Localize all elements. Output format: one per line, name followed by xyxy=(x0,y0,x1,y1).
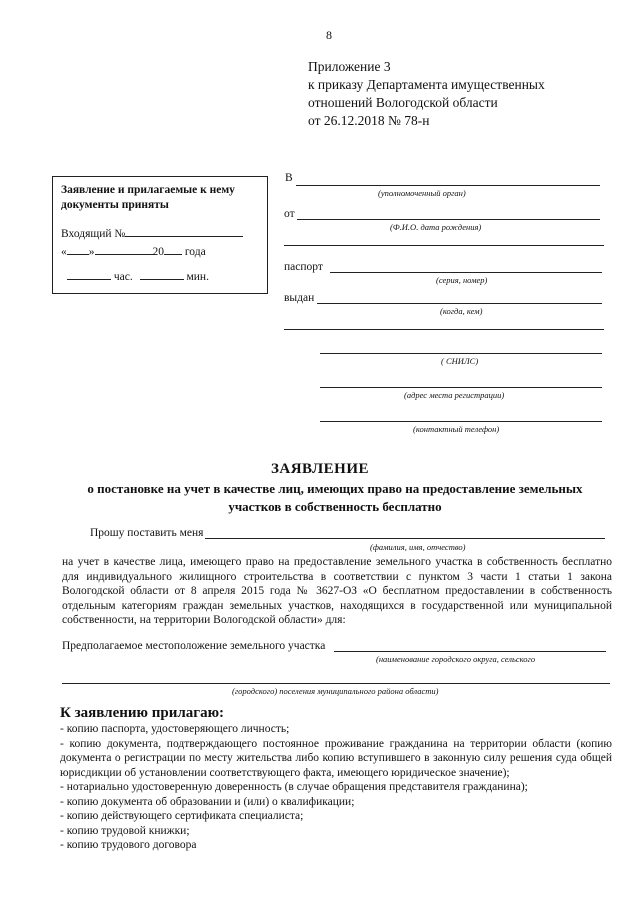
address-hint: (адрес места регистрации) xyxy=(404,390,505,400)
request-label: Прошу поставить меня xyxy=(90,527,204,539)
date-close-quote: » xyxy=(88,246,95,258)
attachment-item: - копию трудовой книжки; xyxy=(60,824,190,837)
snils-hint: ( СНИЛС) xyxy=(441,356,479,366)
time-row xyxy=(61,268,259,283)
applicant-name-hint: (Ф.И.О. дата рождения) xyxy=(390,222,482,232)
passport-label: паспорт xyxy=(284,261,323,273)
appendix-line-1: Приложение 3 xyxy=(308,59,391,74)
phone-field[interactable] xyxy=(320,421,602,422)
document-title: ЗАЯВЛЕНИЕ xyxy=(270,461,370,477)
attachment-item: - копию действующего сертификата специалиста; xyxy=(60,810,304,822)
applicant-name-field[interactable] xyxy=(297,219,600,220)
authority-hint: (уполномоченный орган) xyxy=(378,188,466,198)
hours-label: час. xyxy=(113,271,133,283)
location-hint-1: (наименование городского округа, сельского xyxy=(376,654,536,664)
year-prefix: 20 xyxy=(152,246,164,258)
attachment-item: - копию документа об образовании и (или) о квалификации; xyxy=(60,795,355,808)
minutes-label: мин. xyxy=(186,271,209,283)
issued-field[interactable] xyxy=(317,303,602,304)
document-subtitle: о постановке на учет в качестве лиц, имеющих право на предоставление земельных участков в собственность бесплатно xyxy=(87,481,583,514)
year-suffix: года xyxy=(184,246,206,258)
attachments-list xyxy=(60,722,612,853)
request-body: на учет в качестве лица, имеющего право на предоставление земельного участка в собственность бесплатно для индивидуального жилищного строительства в соответствии с пунктом 3 части 1 статьи 1 закона Вологодской области от 8 апреля 2015 года № 3627-ОЗ «О бесплатном предоставлении в собственность отдельным категориям граждан земельных участков, находящихся в государственной или муниципальной собственности, на территории Вологодской области» для: xyxy=(62,556,612,626)
location-field-2[interactable] xyxy=(62,683,610,684)
stamp-title: Заявление и прилагаемые к нему документы приняты xyxy=(61,184,235,211)
attachments-title: К заявлению прилагаю: xyxy=(60,705,225,721)
day-field[interactable] xyxy=(67,243,89,255)
attachment-item: - копию трудового договора xyxy=(60,839,197,851)
appendix-line-2: к приказу Департамента имущественных xyxy=(308,77,545,92)
location-field[interactable] xyxy=(334,651,606,652)
location-label: Предполагаемое местоположение земельного участка xyxy=(62,640,326,652)
phone-hint: (контактный телефон) xyxy=(413,424,500,434)
to-label: В xyxy=(285,172,293,184)
page-number: 8 xyxy=(326,28,332,42)
attachment-item: - нотариально удостоверенную доверенность (в случае обращения представителя гражданина); xyxy=(60,781,528,793)
date-row xyxy=(61,243,259,258)
passport-field[interactable] xyxy=(330,272,602,273)
hours-field[interactable] xyxy=(67,268,111,280)
month-field[interactable] xyxy=(95,243,153,255)
incoming-label: Входящий № xyxy=(61,228,126,240)
appendix-header xyxy=(308,58,545,130)
minutes-field[interactable] xyxy=(140,268,184,280)
incoming-number-row xyxy=(61,225,259,240)
issued-hint: (когда, кем) xyxy=(440,306,483,316)
applicant-extra-line[interactable] xyxy=(284,245,604,246)
from-label: от xyxy=(284,208,295,220)
authority-field[interactable] xyxy=(296,185,600,186)
full-name-hint: (фамилия, имя, отчество) xyxy=(370,542,466,552)
year-field[interactable] xyxy=(164,243,182,255)
acceptance-stamp-box xyxy=(52,176,268,294)
full-name-field[interactable] xyxy=(205,538,605,539)
attachment-item: - копию документа, подтверждающего постоянное проживание гражданина на территории области (копию документа о регистрации по месту жительства либо копию вступившего в законную силу решения суда общей юрисдикции об установлении соответствующего факта, имеющего юридическое значение); xyxy=(60,737,612,779)
address-field[interactable] xyxy=(320,387,602,388)
passport-hint: (серия, номер) xyxy=(436,275,488,285)
appendix-line-3: отношений Вологодской области xyxy=(308,95,498,110)
appendix-line-4: от 26.12.2018 № 78-н xyxy=(308,113,430,128)
incoming-number-field[interactable] xyxy=(125,225,243,237)
issued-extra-line[interactable] xyxy=(284,329,604,330)
snils-field[interactable] xyxy=(320,353,602,354)
date-open-quote: « xyxy=(61,246,67,258)
attachment-item: - копию паспорта, удостоверяющего личность; xyxy=(60,723,290,735)
location-hint-2: (городского) поселения муниципального района области) xyxy=(232,686,439,696)
issued-label: выдан xyxy=(284,292,315,304)
